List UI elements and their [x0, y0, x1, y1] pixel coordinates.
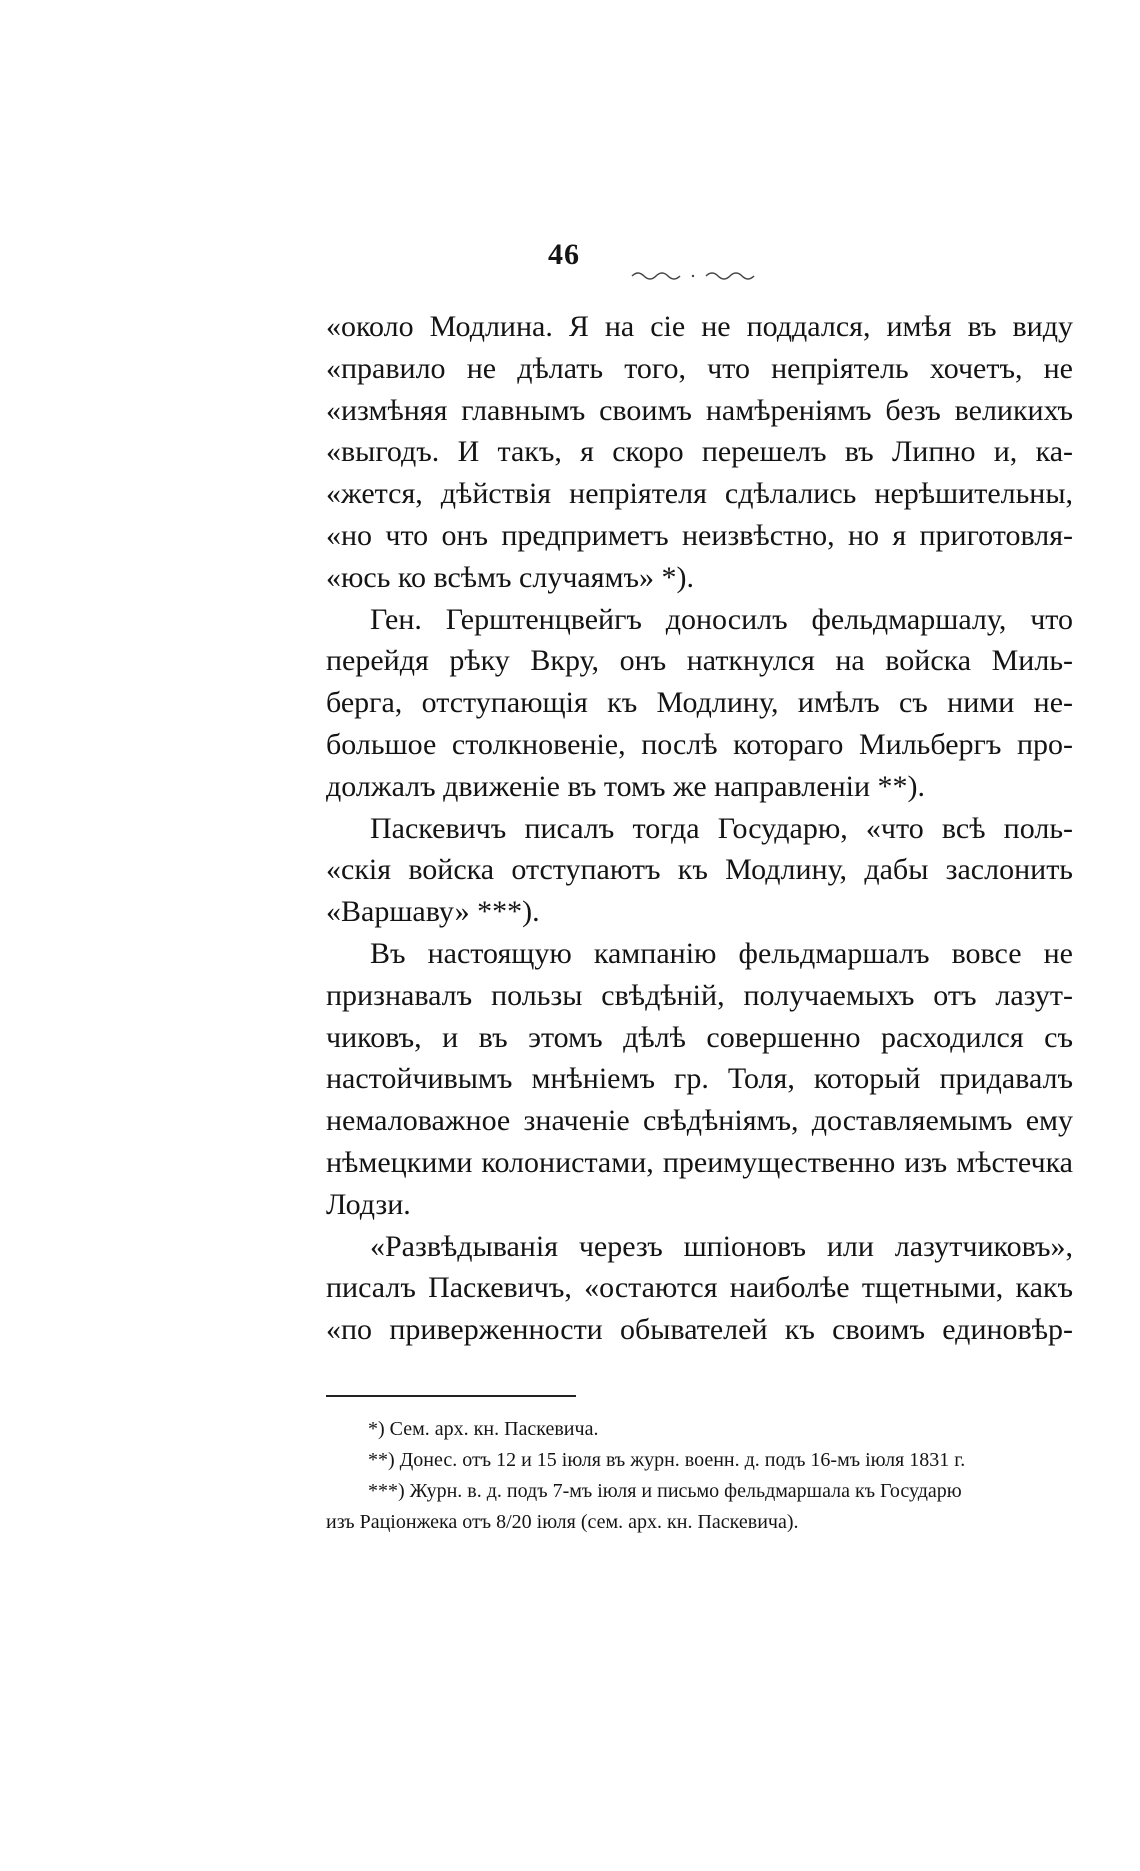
footnotes	[326, 1414, 1073, 1538]
text-line: немаловажное значеніе свѣдѣніямъ, доставляемымъ ему	[326, 1104, 1073, 1138]
footnote-divider	[326, 1395, 576, 1397]
main-text	[326, 306, 1073, 1351]
text-line: «Развѣдыванія черезъ шпіоновъ или лазутчиковъ»,	[370, 1229, 1073, 1263]
text-line: должалъ движеніе въ томъ же направленіи **).	[326, 769, 926, 803]
text-line: «по приверженности обывателей къ своимъ единовѣр-	[326, 1313, 1073, 1347]
text-line: «скія войска отступаютъ къ Модлину, дабы заслонить	[326, 853, 1073, 887]
text-line: «но что онъ предприметъ неизвѣстно, но я приготовля-	[326, 518, 1073, 552]
page-number-ornament	[630, 266, 760, 282]
text-line: Паскевичъ писалъ тогда Государю, «что всѣ поль-	[370, 811, 1073, 845]
footnote-continuation: изъ Раціонжека отъ 8/20 іюля (сем. арх. кн. Паскевича).	[326, 1511, 799, 1533]
footnote: *) Сем. арх. кн. Паскевича.	[368, 1418, 599, 1440]
text-line: большое столкновеніе, послѣ котораго Мильбергъ про-	[326, 727, 1073, 761]
text-line: Въ настоящую кампанію фельдмаршалъ вовсе не	[370, 936, 1073, 970]
text-line: «юсь ко всѣмъ случаямъ» *).	[326, 560, 695, 594]
text-line: писалъ Паскевичъ, «остаются наиболѣе тщетными, какъ	[326, 1271, 1073, 1305]
text-line: чиковъ, и въ этомъ дѣлѣ совершенно расходился съ	[326, 1020, 1073, 1054]
text-line: Ген. Герштенцвейгъ доносилъ фельдмаршалу, что	[370, 602, 1073, 636]
footnote: **) Донес. отъ 12 и 15 іюля въ журн. военн. д. подъ 16-мъ іюля 1831 г.	[368, 1449, 966, 1471]
text-line: признавалъ пользы свѣдѣній, получаемыхъ отъ лазут-	[326, 978, 1073, 1012]
text-line: берга, отступающія къ Модлину, имѣлъ съ ними не-	[326, 686, 1073, 720]
text-line: «около Модлина. Я на сіе не поддался, имѣя въ виду	[326, 310, 1073, 343]
text-line: настойчивымъ мнѣніемъ гр. Толя, который придавалъ	[326, 1062, 1073, 1096]
text-line: нѣмецкими колонистами, преимущественно изъ мѣстечка	[326, 1145, 1073, 1179]
text-line: Лодзи.	[326, 1187, 411, 1221]
text-line: «измѣняя главнымъ своимъ намѣреніямъ безъ великихъ	[326, 393, 1073, 427]
text-line: «выгодъ. И такъ, я скоро перешелъ въ Липно и, ка-	[326, 435, 1073, 469]
text-line: «Варшаву» ***).	[326, 895, 540, 929]
footnote: ***) Журн. в. д. подъ 7-мъ іюля и письмо фельдмаршала къ Государю	[368, 1480, 962, 1502]
text-line: «правило не дѣлать того, что непріятель хочетъ, не	[326, 351, 1073, 385]
text-line: перейдя рѣку Вкру, онъ наткнулся на войска Миль-	[326, 644, 1073, 678]
text-line: «жется, дѣйствія непріятеля сдѣлались нерѣшительны,	[326, 477, 1073, 511]
page-number: 46	[548, 238, 580, 271]
